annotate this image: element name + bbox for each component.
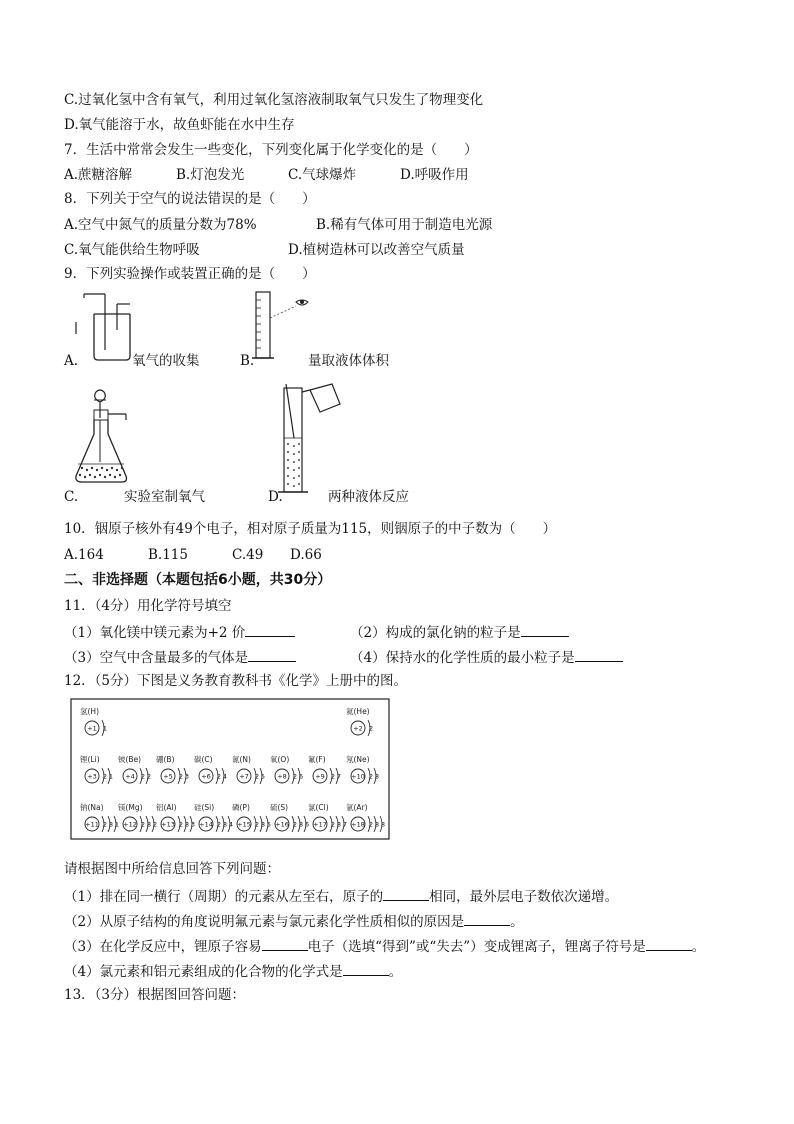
q8-option-b: B.稀有气体可用于制造电光源 — [316, 217, 493, 233]
q13-stem: 13．（3分）根据图回答问题： — [64, 987, 246, 1003]
shell-electron-count: 3 — [190, 820, 196, 829]
shell-electron-count: 4 — [222, 772, 228, 781]
nucleus-charge: +4 — [125, 772, 135, 781]
atom-label: 氧(O) — [270, 755, 290, 764]
shell-electron-count: 2 — [292, 772, 298, 781]
q11-part-2: （2）构成的氯化钠的粒子是 — [350, 622, 569, 642]
shell-electron-count: 2 — [330, 772, 336, 781]
shell-electron-count: 2 — [216, 820, 222, 829]
nucleus-charge: +11 — [85, 820, 99, 829]
q12-intro: 请根据图中所给信息回答下列问题： — [64, 861, 280, 877]
shell-electron-count: 2 — [102, 772, 108, 781]
shell-electron-count: 2 — [178, 772, 184, 781]
shell-electron-count: 5 — [260, 772, 266, 781]
q11-part-1: （1）氧化镁中镁元素为+2 价 — [64, 622, 295, 642]
q12-part-3: （3）在化学反应中，锂原子容易 电子（选填“得到”或“失去”）变成锂离子，锂离子符号是 。 — [64, 936, 705, 956]
q12-part-4: （4）氯元素和铝元素组成的化合物的化学式是 。 — [64, 961, 402, 981]
q10-stem: 10．铟原子核外有49个电子，相对原子质量为115，则铟原子的中子数为（ ） — [64, 521, 557, 537]
q9-option-d-text: 两种液体反应 — [328, 489, 409, 505]
q8-option-c: C.氧气能供给生物呼吸 — [64, 242, 200, 258]
nucleus-charge: +9 — [315, 772, 325, 781]
atom-label: 氟(F) — [308, 755, 326, 764]
q10-option-a: A.164 — [64, 547, 104, 563]
shell-electron-count: 2 — [292, 820, 298, 829]
atom-label: 氦(He) — [346, 707, 370, 716]
q11-part-3: （3）空气中含量最多的气体是 — [64, 647, 296, 667]
atom-label: 碳(C) — [194, 755, 213, 764]
shell-electron-count: 4 — [228, 820, 234, 829]
shell-electron-count: 2 — [152, 820, 158, 829]
shell-electron-count: 2 — [140, 820, 146, 829]
shell-electron-count: 8 — [146, 820, 152, 829]
q8-stem: 8．下列关于空气的说法错误的是（ ） — [64, 191, 316, 207]
shell-electron-count: 2 — [254, 820, 260, 829]
shell-electron-count: 1 — [114, 820, 120, 829]
nucleus-charge: +14 — [199, 820, 213, 829]
atom-label: 硼(B) — [156, 755, 175, 764]
shell-electron-count: 1 — [108, 772, 114, 781]
shell-electron-count: 2 — [146, 772, 152, 781]
q8-option-a: A.空气中氮气的质量分数为78% — [64, 217, 257, 233]
shell-electron-count: 2 — [216, 772, 222, 781]
atom-11 — [118, 802, 157, 832]
nucleus-charge: +3 — [87, 772, 97, 781]
shell-electron-count: 6 — [298, 772, 304, 781]
q8-option-d: D.植树造林可以改善空气质量 — [288, 242, 465, 258]
diagram-frame — [71, 699, 389, 839]
atom-15 — [270, 802, 309, 832]
q10-option-d: D.66 — [290, 547, 322, 563]
shell-electron-count: 8 — [380, 820, 386, 829]
shell-electron-count: 6 — [304, 820, 310, 829]
q10-option-b: B.115 — [148, 547, 188, 563]
atom-14 — [232, 802, 271, 832]
q7-option-d: D.呼吸作用 — [400, 167, 469, 183]
q12-part-2: （2）从原子结构的角度说明氟元素与氯元素化学性质相似的原因是 。 — [64, 911, 524, 931]
nucleus-charge: +7 — [239, 772, 249, 781]
q10-option-c: C.49 — [232, 547, 264, 563]
shell-electron-count: 2 — [102, 820, 108, 829]
nucleus-charge: +16 — [275, 820, 289, 829]
shell-electron-count: 2 — [368, 724, 374, 733]
shell-electron-count: 8 — [260, 820, 266, 829]
q6-option-c: C.过氧化氢中含有氧气，利用过氧化氢溶液制取氧气只发生了物理变化 — [64, 92, 484, 108]
q9-option-d-letter: D. — [268, 489, 283, 505]
atomic-structure-diagram — [70, 698, 390, 846]
shell-electron-count: 2 — [368, 772, 374, 781]
q9-option-b-text: 量取液体体积 — [308, 353, 389, 369]
atom-label: 氯(Cl) — [308, 803, 329, 812]
q9-option-c-text: 实验室制氧气 — [124, 489, 205, 505]
nucleus-charge: +8 — [277, 772, 287, 781]
atom-16 — [308, 802, 347, 832]
q9-option-a-letter: A. — [64, 353, 79, 369]
gas-collection-figure — [74, 290, 134, 362]
shell-electron-count: 8 — [184, 820, 190, 829]
q12-stem: 12．（5分）下图是义务教育教科书《化学》上册中的图。 — [64, 673, 408, 689]
q7-option-a: A.蔗糖溶解 — [64, 167, 133, 183]
atom-label: 氢(H) — [80, 707, 99, 716]
shell-electron-count: 2 — [178, 820, 184, 829]
atom-label: 铍(Be) — [118, 755, 142, 764]
q11-part-4: （4）保持水的化学性质的最小粒子是 — [350, 647, 623, 667]
atomic-structure-figure — [70, 698, 390, 846]
atom-label: 锂(Li) — [80, 755, 100, 764]
shell-electron-count: 2 — [330, 820, 336, 829]
shell-electron-count: 8 — [222, 820, 228, 829]
shell-electron-count: 5 — [266, 820, 272, 829]
q7-stem: 7．生活中常常会发生一些变化，下列变化属于化学变化的是（ ） — [64, 142, 478, 158]
atom-5 — [194, 754, 227, 784]
shell-electron-count: 3 — [184, 772, 190, 781]
shell-electron-count: 7 — [342, 820, 348, 829]
nucleus-charge: +1 — [87, 724, 97, 733]
atom-10 — [80, 802, 119, 832]
q6-option-d: D.氧气能溶于水，故鱼虾能在水中生存 — [64, 117, 295, 133]
atom-label: 氩(Ar) — [346, 803, 368, 812]
atom-label: 镁(Mg) — [118, 803, 143, 812]
shell-electron-count: 2 — [254, 772, 260, 781]
atom-2 — [80, 754, 113, 784]
atom-label: 硫(S) — [270, 803, 289, 812]
atom-0 — [80, 706, 107, 736]
shell-electron-count: 7 — [336, 772, 342, 781]
atom-3 — [118, 754, 151, 784]
shell-electron-count: 8 — [108, 820, 114, 829]
atom-label: 钠(Na) — [80, 803, 104, 812]
atom-6 — [232, 754, 265, 784]
nucleus-charge: +13 — [161, 820, 175, 829]
nucleus-charge: +6 — [201, 772, 211, 781]
nucleus-charge: +10 — [351, 772, 365, 781]
atom-label: 氮(N) — [232, 755, 251, 764]
q7-option-c: C.气球爆炸 — [288, 167, 357, 183]
atom-8 — [308, 754, 341, 784]
q9-option-a-text: 氧气的收集 — [132, 353, 200, 369]
nucleus-charge: +12 — [123, 820, 137, 829]
q9-option-c-letter: C. — [64, 489, 79, 505]
atom-label: 氖(Ne) — [346, 755, 370, 764]
atom-label: 硅(Si) — [194, 803, 215, 812]
q7-option-b: B.灯泡发光 — [176, 167, 245, 183]
nucleus-charge: +2 — [353, 724, 363, 733]
q11-stem: 11．（4分）用化学符号填空 — [64, 598, 232, 614]
nucleus-charge: +17 — [313, 820, 327, 829]
shell-electron-count: 2 — [140, 772, 146, 781]
shell-electron-count: 8 — [374, 820, 380, 829]
liquid-reaction-figure — [272, 382, 348, 500]
atom-label: 铝(Al) — [156, 803, 177, 812]
section-heading: 二、非选择题（本题包括6小题，共30分） — [64, 572, 332, 588]
atom-7 — [270, 754, 303, 784]
shell-electron-count: 8 — [336, 820, 342, 829]
q12-part-1: （1）排在同一横行（周期）的元素从左至右，原子的 相同，最外层电子数依次递增。 — [64, 886, 618, 906]
shell-electron-count: 8 — [298, 820, 304, 829]
nucleus-charge: +15 — [237, 820, 251, 829]
shell-electron-count: 1 — [102, 724, 108, 733]
nucleus-charge: +5 — [163, 772, 173, 781]
atom-13 — [194, 802, 233, 832]
atom-12 — [156, 802, 195, 832]
atom-label: 磷(P) — [232, 803, 250, 812]
atom-1 — [346, 706, 373, 736]
atom-17 — [346, 802, 385, 832]
measuring-cylinder-figure — [250, 288, 316, 364]
oxygen-preparation-figure — [70, 388, 142, 488]
nucleus-charge: +18 — [351, 820, 365, 829]
atom-9 — [346, 754, 379, 784]
atom-4 — [156, 755, 189, 784]
shell-electron-count: 2 — [368, 820, 374, 829]
q9-stem: 9．下列实验操作或装置正确的是（ ） — [64, 266, 316, 282]
shell-electron-count: 8 — [374, 772, 380, 781]
q9-option-b-letter: B. — [240, 353, 255, 369]
